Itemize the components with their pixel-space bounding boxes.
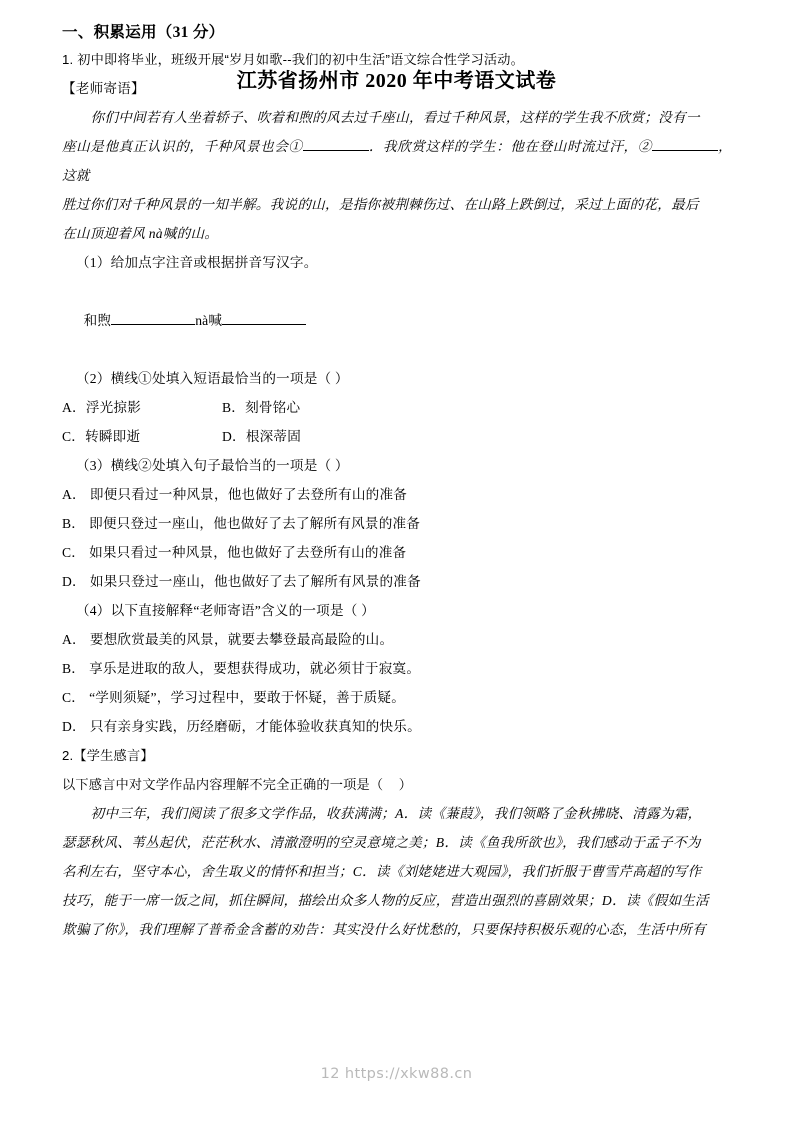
sub-question-2-options-row-2 bbox=[62, 422, 732, 451]
passage-line bbox=[62, 799, 732, 828]
passage-line bbox=[62, 103, 732, 132]
page-title: 江苏省扬州市 2020 年中考语文试卷 bbox=[236, 70, 557, 92]
option-d[interactable] bbox=[222, 429, 301, 444]
option-a-text: 即便只看过一种风景，他也做好了去登所有山的准备 bbox=[89, 487, 408, 502]
pinyin-term-1: 和煦 bbox=[83, 313, 112, 328]
option-c-label: C． bbox=[62, 690, 86, 705]
option-a-label: A． bbox=[62, 400, 86, 415]
sub-question-2-options-row-1 bbox=[62, 393, 732, 422]
option-c-text: “学则须疑”，学习过程中，要敢于怀疑，善于质疑。 bbox=[89, 690, 405, 705]
sub-question-4-option-b[interactable] bbox=[62, 654, 732, 683]
section-heading: 一、积累运用（31 分） bbox=[62, 24, 225, 41]
passage-line bbox=[62, 219, 732, 248]
passage-line bbox=[62, 132, 732, 190]
question-2-prompt: 以下感言中对文学作品内容理解不完全正确的一项是（ ） bbox=[62, 777, 413, 792]
teacher-message-label: 【老师寄语】 bbox=[62, 81, 145, 96]
option-a-text: 要想欣赏最美的风景，就要去攀登最高最险的山。 bbox=[89, 632, 394, 647]
option-b-label: B． bbox=[62, 516, 86, 531]
sub-question-2-prompt: （2）横线①处填入短语最恰当的一项是（ ） bbox=[76, 371, 349, 386]
sub-question-3-option-b[interactable] bbox=[62, 509, 732, 538]
passage-text: 瑟瑟秋风、苇丛起伏，茫茫秋水、清澈澄明的空灵意境之美；B．读《鱼我所欲也》，我们感动于孟子不为 bbox=[62, 835, 701, 850]
inline-blank-2 bbox=[652, 136, 718, 151]
passage-text: ，这就 bbox=[62, 139, 733, 183]
passage-line bbox=[62, 915, 732, 944]
option-c-label: C． bbox=[62, 545, 86, 560]
pinyin-term-2: nà喊 bbox=[195, 313, 223, 328]
option-a-text: 浮光掠影 bbox=[85, 400, 141, 415]
passage-line bbox=[62, 828, 732, 857]
sub-question-3-option-c[interactable] bbox=[62, 538, 732, 567]
option-c-text: 转瞬即逝 bbox=[85, 429, 141, 444]
student-reflection-passage bbox=[62, 799, 732, 944]
sub-question-4-option-a[interactable] bbox=[62, 625, 732, 654]
option-c-label: C． bbox=[62, 429, 86, 444]
document-body bbox=[62, 0, 732, 944]
sub-question-1-answer-row bbox=[62, 277, 732, 364]
sub-question-4-option-d[interactable] bbox=[62, 712, 732, 741]
question-2-stem: 2.【学生感言】 bbox=[62, 748, 154, 763]
answer-blank-1[interactable] bbox=[111, 310, 195, 325]
sub-question-3-prompt: （3）横线②处填入句子最恰当的一项是（ ） bbox=[76, 458, 349, 473]
option-d-text: 只有亲身实践，历经磨砺，才能体验收获真知的快乐。 bbox=[89, 719, 421, 734]
passage-text: 在山顶迎着风 nà喊的山。 bbox=[62, 226, 219, 241]
passage-text: 名利左右，坚守本心，舍生取义的情怀和担当；C．读《刘姥姥进大观园》，我们折服于曹雪芹高超的写作 bbox=[62, 864, 702, 879]
passage-text: 座山是他真正认识的，千种风景也会① bbox=[62, 139, 303, 154]
option-b-text: 享乐是进取的敌人，要想获得成功，就必须甘于寂寞。 bbox=[89, 661, 421, 676]
teacher-message-passage bbox=[62, 103, 732, 248]
option-c[interactable] bbox=[62, 422, 222, 451]
option-d-label: D． bbox=[222, 429, 246, 444]
option-b-label: B． bbox=[62, 661, 86, 676]
answer-blank-2[interactable] bbox=[222, 310, 306, 325]
sub-question-3-option-a[interactable] bbox=[62, 480, 732, 509]
passage-text: 你们中间若有人坐着轿子、吹着和煦的风去过千座山，看过千种风景，这样的学生我不欣赏；没有一 bbox=[90, 110, 700, 125]
passage-line bbox=[62, 886, 732, 915]
option-a[interactable] bbox=[62, 393, 222, 422]
option-d-text: 根深蒂固 bbox=[245, 429, 301, 444]
passage-line bbox=[62, 857, 732, 886]
sub-question-4-prompt: （4）以下直接解释“老师寄语”含义的一项是（ ） bbox=[76, 603, 375, 618]
sub-question-1-prompt: （1）给加点字注音或根据拼音写汉字。 bbox=[76, 255, 318, 270]
passage-text: ．我欣赏这样的学生：他在登山时流过汗，② bbox=[368, 139, 652, 154]
option-b-label: B． bbox=[222, 400, 246, 415]
option-d-label: D． bbox=[62, 574, 86, 589]
passage-text: 技巧，能于一席一饭之间，抓住瞬间，描绘出众多人物的反应，营造出强烈的喜剧效果；D．读《假如生活 bbox=[62, 893, 709, 908]
passage-line bbox=[62, 190, 732, 219]
passage-text: 初中三年，我们阅读了很多文学作品，收获满满；A．读《蒹葭》，我们领略了金秋拂晓、清露为霜， bbox=[90, 806, 702, 821]
option-a-label: A． bbox=[62, 632, 86, 647]
inline-blank-1 bbox=[303, 136, 369, 151]
option-b-text: 即便只登过一座山，他也做好了去了解所有风景的准备 bbox=[89, 516, 421, 531]
sub-question-4-option-c[interactable] bbox=[62, 683, 732, 712]
option-d-label: D． bbox=[62, 719, 86, 734]
watermark: 12 https://xkw88.cn bbox=[320, 1066, 473, 1082]
option-d-text: 如果只登过一座山，他也做好了去了解所有风景的准备 bbox=[89, 574, 421, 589]
sub-question-3-option-d[interactable] bbox=[62, 567, 732, 596]
option-c-text: 如果只看过一种风景，他也做好了去登所有山的准备 bbox=[89, 545, 407, 560]
passage-text: 胜过你们对千种风景的一知半解。我说的山，是指你被荆棘伤过、在山路上跌倒过，采过上面的花，最后 bbox=[62, 197, 699, 212]
option-a-label: A． bbox=[62, 487, 86, 502]
question-1-stem: 1. 初中即将毕业，班级开展“岁月如歌--我们的初中生活”语文综合性学习活动。 bbox=[62, 52, 525, 67]
option-b-text: 刻骨铭心 bbox=[245, 400, 301, 415]
passage-text: 欺骗了你》，我们理解了普希金含蓄的劝告：其实没什么好忧愁的，只要保持积极乐观的心态，生活中所有 bbox=[62, 922, 706, 937]
option-b[interactable] bbox=[222, 400, 300, 415]
